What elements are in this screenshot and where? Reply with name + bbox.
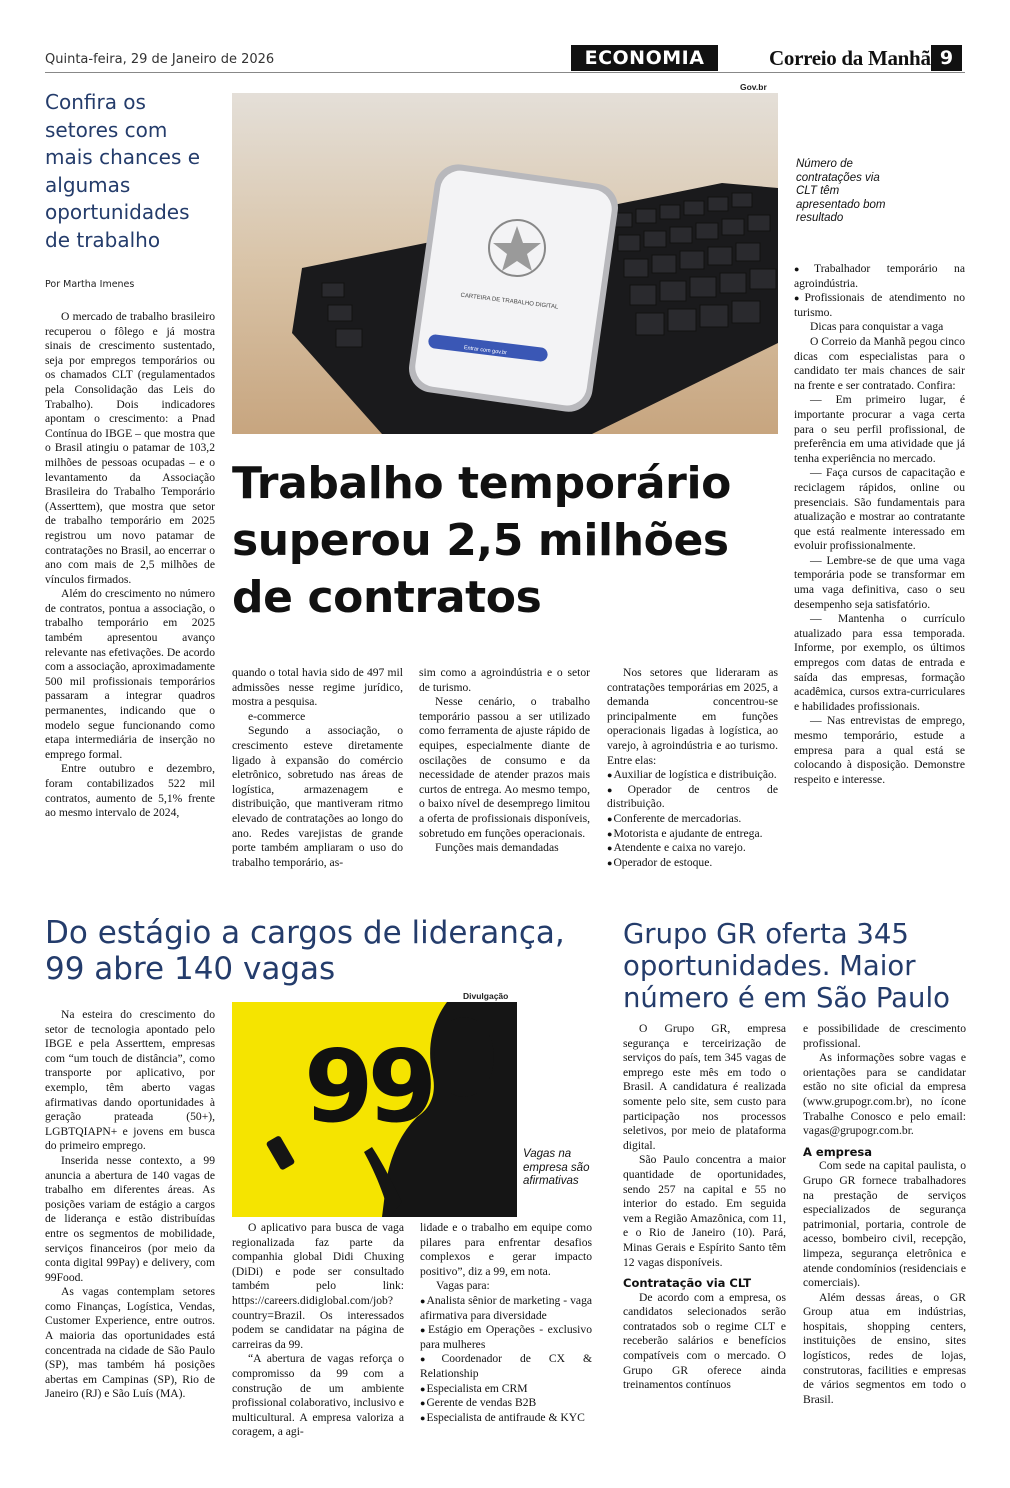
article-photo-phone-keyboard [232, 93, 778, 434]
list-item: ● Gerente de vendas B2B [420, 1396, 592, 1411]
paragraph: Além dessas áreas, o GR Group atua em indústrias, hospitais, shopping centers, instituições de ensino, sites logísticos, redes de lojas, construtoras, facilities e empresas de vários segmentos em todo o Brasil. [803, 1290, 966, 1406]
paragraph: Inserida nesse contexto, a 99 anuncia a abertura de 140 vagas de trabalho em diferentes áreas. As posições variam de estágio a cargos de liderança e estão distribuídas entre os segmentos de mobilidade, serviços financeiros (por meio da conta digital 99Pay) e delivery, com 99Food. [45, 1153, 215, 1284]
list-item: ● Motorista e ajudante de entrega. [607, 827, 778, 842]
photo-credit: Gov.br [740, 82, 767, 92]
article-kicker: Confira os setores com mais chances e algumas oportunidades de trabalho [45, 90, 201, 252]
headline-99: Do estágio a cargos de liderança, 99 abre 140 vagas [45, 915, 565, 987]
paragraph: Na esteira do crescimento do setor de tecnologia apontado pelo IBGE e pela Asserttem, empresas com “um touch de distância”, como transporte por aplicativo, por exemplo, têm aberto vagas afirmativas dando oportunidades à geração prateada (50+), LGBTQIAPN+ e jovens em busca do primeiro emprego. [45, 1008, 215, 1153]
paragraph: sim como a agroindústria e o setor de turismo. [419, 666, 590, 694]
list-item: ● Estágio em Operações - exclusivo para mulheres [420, 1323, 592, 1352]
subhead-a-empresa: A empresa [803, 1144, 872, 1159]
paragraph: Entre outubro e dezembro, foram contabilizados 522 mil contratos, aumento de 5,1% frente ao mesmo intervalo de 2024, [45, 762, 215, 820]
photo-caption: Número de contratações via CLT têm apresentado bom resultado [796, 158, 886, 224]
article3-column-1 [623, 1022, 786, 1393]
photo-caption-99: Vagas na empresa são afirmativas [523, 1148, 590, 1187]
paragraph: “A abertura de vagas reforça o compromisso da 99 com a construção de um ambiente profissional colaborativo, inclusivo e multicultural. A empresa valoriza a coragem, a agi- [232, 1352, 404, 1439]
paragraph: São Paulo concentra a maior quantidade de oportunidades, sendo 257 na capital e 55 no interior do estado. Em seguida vem a Região Amazônica, com 11, e o Rio de Janeiro (10). Pará, Minas Gerais e Espírito Santo têm 12 vagas disponíveis. [623, 1153, 786, 1269]
subhead: Dicas para conquistar a vaga [810, 320, 944, 334]
article-photo-99-logo [232, 1002, 517, 1217]
paragraph: — Em primeiro lugar, é importante procurar a vaga certa para o seu perfil profissional, de preferência em uma atividade que já tenha experiência no mercado. [794, 393, 965, 465]
paragraph: — Nas entrevistas de emprego, mesmo temporário, estude a empresa para a qual está se colocando à disposição. Demonstre respeito e interesse. [794, 714, 965, 786]
paragraph: Com sede na capital paulista, o Grupo GR fornece trabalhadores na prestação de serviços especializados de segurança patrimonial, portaria, controle de acesso, bombeiro civil, recepção, limpeza, segurança eletrônica e atende condomínios (residenciais e comerciais). [803, 1159, 966, 1290]
list-item: ● Conferente de mercadorias. [607, 812, 778, 827]
list-item: ● Auxiliar de logística e distribuição. [607, 768, 778, 783]
paragraph: Segundo a associação, o crescimento esteve diretamente ligado à expansão do comércio eletrônico, sobretudo nas áreas de logística, armazenagem e distribuição, que mantiveram ritmo elevado de contratações ao longo do ano. Redes varejistas de grande porte também ampliaram o uso do trabalho temporário, as- [232, 724, 403, 869]
subhead: Funções mais demandadas [435, 841, 559, 855]
article2-column-3 [420, 1221, 592, 1425]
article-column-4 [607, 666, 778, 870]
paragraph: — Lembre-se de que uma vaga temporária pode se transformar em uma vaga definitiva, caso o seu desempenho seja satisfatório. [794, 553, 965, 611]
article-column-5 [794, 262, 965, 787]
paragraph: Além do crescimento no número de contratos, pontua a associação, o trabalho temporário em 2025 também apresentou avanço relevante nas efetivações. De acordo com a associação, aproximadamente 500 mil profissionais temporários passaram a integrar quadros permanentes, indicando que o modelo segue funcionando como etapa intermediária de inserção no emprego formal. [45, 587, 215, 761]
article2-column-2 [232, 1221, 404, 1440]
section-banner: ECONOMIA [571, 45, 718, 71]
header-rule [45, 72, 965, 73]
list-item: ● Coordenador de CX & Relationship [420, 1352, 592, 1381]
paragraph: As informações sobre vagas e orientações para se candidatar estão no site oficial da empresa (www.grupogr.com.br), no ícone Trabalhe Conosco e pelo email: vagas@grupogr.com.br. [803, 1051, 966, 1138]
logo-99: 99 [304, 1028, 432, 1145]
byline: Por Martha Imenes [45, 279, 135, 290]
subhead: e-commerce [248, 709, 306, 723]
list-item: ● Trabalhador temporário na agroindústria. [794, 262, 965, 291]
list-item: ● Operador de estoque. [607, 856, 778, 871]
paragraph: Nos setores que lideraram as contratações temporárias em 2025, a demanda concentrou-se principalmente em funções operacionais ligadas à logística, ao varejo, à agroindústria e ao turismo. Entre elas: [607, 666, 778, 767]
article-column-1 [45, 310, 215, 821]
list-item: ● Especialista de antifraude & KYC [420, 1411, 592, 1426]
list-item: ● Operador de centros de distribuição. [607, 783, 778, 812]
list-item: ● Profissionais de atendimento no turismo. [794, 291, 965, 320]
article-column-2 [232, 666, 403, 870]
paragraph: O Grupo GR, empresa segurança e terceirização de serviços do país, tem 345 vagas de emprego este mês em todo o Brasil. A candidatura é realizada somente pelo site, sem custo para participação nos processos seletivos, por meio de plataforma digital. [623, 1022, 786, 1152]
photo-illustration [232, 93, 778, 434]
paragraph: quando o total havia sido de 497 mil admissões nesse regime jurídico, mostra a pesquisa. [232, 666, 403, 709]
phone-screen-title: CARTEIRA DE TRABALHO DIGITAL [460, 292, 559, 311]
paragraph: O Correio da Manhã pegou cinco dicas com especialistas para o candidato ter mais chances de sair na frente e ser contratado. Confira: [794, 334, 965, 392]
paragraph: O mercado de trabalho brasileiro recuperou o fôlego e já mostra sinais de crescimento sustentado, seja por empregos temporários ou os chamados CLT (regulamentados pela Consolidação das Leis do Trabalho). Dois indicadores apontam o crescimento: a Pnad Contínua do IBGE – que mostra que o Brasil atingiu o patamar de 103,2 milhões de pessoas ocupadas – e o levantamento da Associação Brasileira do Trabalho Temporário (Asserttem), que mostra que setor de trabalho temporário em 2025 registrou um novo patamar de contratações no Brasil, ao encerrar o ano com mais de 2,5 milhões de vínculos firmados. [45, 310, 215, 586]
headline: Trabalho temporário superou 2,5 milhões de contratos [232, 458, 731, 623]
paragraph: lidade e o trabalho em equipe como pilares para enfrentar desafios complexos e gerar impacto positivo”, diz a 99, em nota. [420, 1221, 592, 1278]
paragraph: O aplicativo para busca de vaga regionalizada faz parte da companhia global Didi Chuxing (DiDi) e pode ser consultado também pelo link: https://careers.didiglobal.com/job?country=Brazil. Os interessados podem se candidatar na página de carreiras da 99. [232, 1221, 404, 1351]
edition-date: Quinta-feira, 29 de Janeiro de 2026 [45, 52, 275, 67]
subhead-contratacao: Contratação via CLT [623, 1276, 752, 1291]
photo-credit-99: Divulgação [463, 991, 509, 1001]
paragraph: — Faça cursos de capacitação e reciclagem rápidos, online ou presenciais. São fundamentais para atualização e mostrar ao contratante que está realmente interessado em evoluir profissionalmente. [794, 466, 965, 553]
paragraph: As vagas contemplam setores como Finanças, Logística, Vendas, Customer Experience, entre outros. A maioria das oportunidades está concentrada na cidade de São Paulo (SP), mas também há posições abertas em Campinas (SP), Rio de Janeiro (RJ) e São Luís (MA). [45, 1285, 215, 1401]
article-column-3 [419, 666, 590, 856]
phone-login-button: Entrar com gov.br [463, 345, 508, 357]
page-number: 9 [931, 45, 962, 71]
subhead: Vagas para: [436, 1279, 490, 1293]
list-item: ● Especialista em CRM [420, 1382, 592, 1397]
paragraph: Nesse cenário, o trabalho temporário passou a ser utilizado como ferramenta de ajuste rápido de equipes, especialmente diante de oscilações de consumo e da necessidade de atender prazos mais curtos de entrega. Ao mesmo tempo, o baixo nível de desemprego limitou a oferta de profissionais disponíveis, sobretudo em funções operacionais. [419, 695, 590, 840]
newspaper-logo: Correio da Manhã [769, 46, 931, 70]
list-item: ● Analista sênior de marketing - vaga afirmativa para diversidade [420, 1294, 592, 1323]
paragraph: — Mantenha o currículo atualizado para essa temporada. Informe, por exemplo, os últimos empregos com datas de entrada e saída das empresas, formação acadêmica, cursos extra-curriculares e habilidades profissionais. [794, 612, 965, 713]
paragraph: De acordo com a empresa, os candidatos selecionados serão contratados sob o regime CLT e receberão salários e benefícios compatíveis com o mercado. O Grupo GR oferece ainda treinamentos contínuos [623, 1290, 786, 1392]
paragraph: e possibilidade de crescimento profissional. [803, 1022, 966, 1050]
article2-column-1 [45, 1008, 215, 1402]
list-item: ● Atendente e caixa no varejo. [607, 841, 778, 856]
headline-grupo-gr: Grupo GR oferta 345 oportunidades. Maior número é em São Paulo [623, 918, 950, 1014]
article3-column-2 [803, 1022, 966, 1407]
